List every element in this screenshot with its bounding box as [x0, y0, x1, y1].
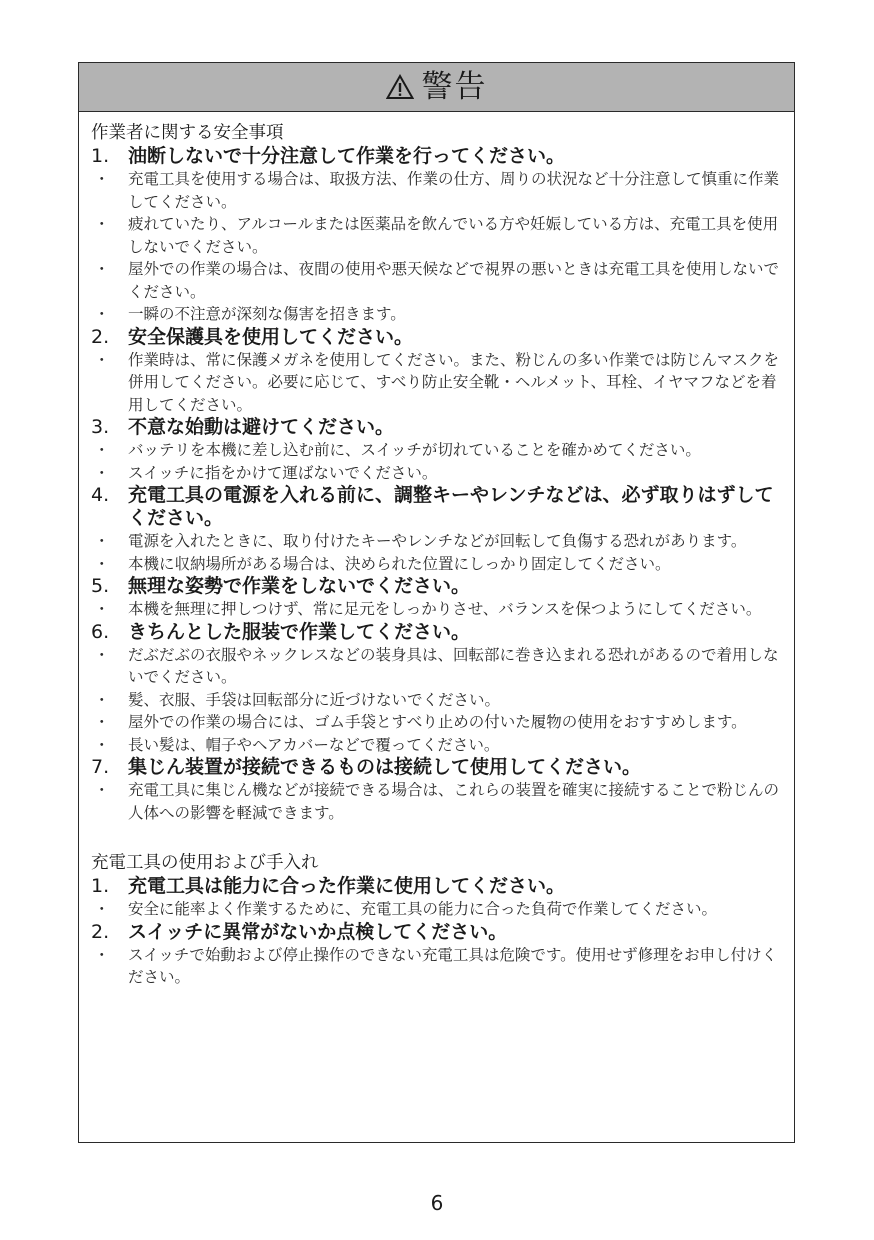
bullet-text: スイッチに指をかけて運ばないでください。: [128, 463, 438, 482]
bullet-text: 屋外での作業の場合は、夜間の使用や悪天候などで視界の悪いときは充電工具を使用しないでください。: [128, 260, 780, 301]
item-heading: [91, 756, 782, 779]
bullet-mark: ・: [94, 532, 110, 550]
bullet-item: [91, 349, 782, 417]
item-heading: [91, 484, 782, 530]
item-number: 2.: [91, 920, 110, 943]
section-heading: 作業者に関する安全事項: [91, 123, 284, 143]
item-number: 4.: [91, 484, 110, 506]
section-heading: 充電工具の使用および手入れ: [91, 853, 319, 873]
item-heading: [91, 875, 782, 898]
bullet-item: [91, 944, 782, 989]
item-title: スイッチに異常がないか点検してください。: [128, 920, 508, 943]
warning-triangle-icon: [386, 74, 414, 100]
bullet-text: 疲れていたり、アルコールまたは医薬品を飲んでいる方や妊娠している方は、充電工具を使用しないでください。: [128, 215, 779, 256]
page-number: 6: [430, 1191, 444, 1215]
bullet-item: [91, 213, 782, 258]
bullet-mark: ・: [94, 781, 110, 799]
item-number: 1.: [91, 145, 110, 167]
bullet-item: [91, 168, 782, 213]
bullet-item: [91, 779, 782, 824]
bullet-text: 充電工具を使用する場合は、取扱方法、作業の仕方、周りの状況など十分注意して慎重に作業してください。: [128, 170, 780, 211]
item-number: 5.: [91, 575, 110, 597]
bullet-text: 充電工具に集じん機などが接続できる場合は、これらの装置を確実に接続することで粉じんの人体への影響を軽減できます。: [128, 781, 780, 822]
bullet-text: だぶだぶの衣服やネックレスなどの装身具は、回転部に巻き込まれる恐れがあるので着用しないでください。: [128, 645, 779, 686]
bullet-item: [91, 598, 782, 621]
bullet-item: [91, 530, 782, 553]
bullet-mark: ・: [94, 305, 110, 323]
bullet-text: スイッチで始動および停止操作のできない充電工具は危険です。使用せず修理をお申し付けください。: [128, 945, 778, 986]
warning-box: [78, 62, 795, 1143]
bullet-item: [91, 258, 782, 303]
item-number: 7.: [91, 756, 110, 778]
bullet-item: [91, 644, 782, 689]
bullet-item: [91, 898, 782, 921]
bullet-text: 作業時は、常に保護メガネを使用してください。また、粉じんの多い作業では防じんマスクを併用してください。必要に応じて、すべり防止安全靴・ヘルメット、耳栓、イヤマフなどを着用してください。: [128, 350, 780, 414]
item-title: 不意な始動は避けてください。: [128, 416, 395, 438]
item-heading: [91, 575, 782, 598]
bullet-item: [91, 689, 782, 712]
item-number: 1.: [91, 875, 110, 897]
bullet-text: バッテリを本機に差し込む前に、スイッチが切れていることを確かめてください。: [128, 441, 701, 459]
bullet-mark: ・: [94, 350, 110, 369]
bullet-mark: ・: [94, 645, 110, 664]
bullet-text: 髪、衣服、手袋は回転部分に近づけないでください。: [128, 690, 501, 709]
bullet-mark: ・: [94, 713, 110, 731]
bullet-mark: ・: [94, 554, 110, 573]
warning-title: 警告: [421, 68, 488, 105]
bullet-mark: ・: [94, 735, 110, 754]
warning-header: [79, 63, 794, 112]
item-heading: [91, 326, 782, 349]
bullet-item: [91, 711, 782, 734]
bullet-mark: ・: [94, 945, 110, 964]
bullet-item: [91, 303, 782, 326]
bullet-text: 本機を無理に押しつけず、常に足元をしっかりさせ、バランスを保つようにしてください。: [128, 600, 762, 618]
bullet-mark: ・: [94, 690, 110, 709]
bullet-text: 電源を入れたときに、取り付けたキーやレンチなどが回転して負傷する恐れがあります。: [128, 532, 747, 550]
item-title: 充電工具は能力に合った作業に使用してください。: [128, 875, 566, 897]
bullet-item: [91, 439, 782, 462]
item-number: 3.: [91, 416, 110, 438]
item-title: 充電工具の電源を入れる前に、調整キーやレンチなどは、必ず取りはずしてください。: [128, 484, 774, 529]
item-title: 油断しないで十分注意して作業を行ってください。: [128, 145, 566, 167]
item-heading: [91, 416, 782, 439]
bullet-text: 長い髪は、帽子やヘアカバーなどで覆ってください。: [128, 735, 500, 754]
bullet-mark: ・: [94, 170, 110, 188]
bullet-mark: ・: [94, 215, 110, 233]
bullet-mark: ・: [94, 260, 110, 278]
bullet-item: [91, 734, 782, 757]
item-heading: [91, 145, 782, 168]
bullet-mark: ・: [94, 441, 110, 459]
item-title: 集じん装置が接続できるものは接続して使用してください。: [128, 756, 642, 778]
bullet-text: 一瞬の不注意が深刻な傷害を招きます。: [128, 305, 406, 323]
bullet-item: [91, 553, 782, 576]
item-title: きちんとした服装で作業してください。: [128, 620, 471, 643]
bullet-mark: ・: [94, 463, 110, 482]
bullet-item: [91, 462, 782, 485]
bullet-mark: ・: [94, 600, 110, 618]
warning-content: [79, 112, 794, 989]
bullet-mark: ・: [94, 900, 110, 918]
item-title: 安全保護具を使用してください。: [128, 325, 414, 348]
bullet-text: 本機に収納場所がある場合は、決められた位置にしっかり固定してください。: [128, 554, 671, 573]
item-heading: [91, 621, 782, 644]
item-number: 6.: [91, 620, 110, 643]
bullet-text: 安全に能率よく作業するために、充電工具の能力に合った負荷で作業してください。: [128, 900, 718, 918]
item-title: 無理な姿勢で作業をしないでください。: [128, 575, 471, 597]
item-heading: [91, 921, 782, 944]
item-number: 2.: [91, 325, 110, 348]
bullet-text: 屋外での作業の場合には、ゴム手袋とすべり止めの付いた履物の使用をおすすめします。: [128, 713, 747, 731]
